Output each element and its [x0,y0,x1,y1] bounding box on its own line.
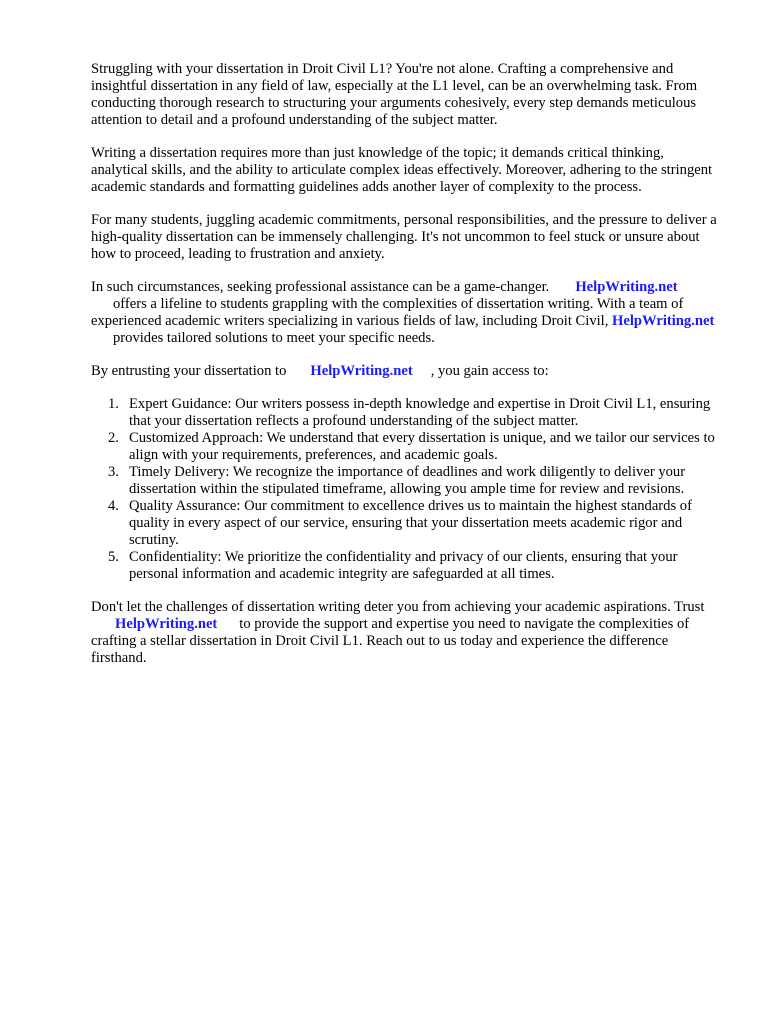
paragraph-challenges: For many students, juggling academic commitments, personal responsibilities, and the pressure to deliver a high-quality dissertation can be immensely challenging. It's not uncommon to feel stuck or unsure about how to proceed, leading to frustration and anxiety. [91,212,717,262]
paragraph-entrusting [91,363,721,380]
list-item-number: 2. [108,430,119,446]
list-item-text: Confidentiality: We prioritize the confidentiality and privacy of our clients, ensuring that your personal information and academic integrity are safeguarded at all times. [129,549,678,582]
closing-text-after: to provide the support and expertise you need to navigate the complexities of crafting a stellar dissertation in Droit Civil L1. Reach out to us today and experience the difference firsthand. [91,616,690,666]
list-item-number: 1. [108,396,119,412]
list-item [91,549,721,583]
list-item [91,396,721,430]
list-item-text: Expert Guidance: Our writers possess in-depth knowledge and expertise in Droit Civil L1, ensuring that your dissertation reflects a profound understanding of the subject matter. [129,396,711,429]
assistance-text-after: provides tailored solutions to meet your specific needs. [113,330,435,346]
list-item-text: Customized Approach: We understand that every dissertation is unique, and we tailor our services to align with your requirements, preferences, and academic goals. [129,430,715,463]
helpwriting-link-4[interactable]: HelpWriting.net [115,616,218,632]
closing-text-before: Don't let the challenges of dissertation writing deter you from achieving your academic aspirations. Trust [91,599,705,615]
assistance-text-middle: offers a lifeline to students grappling with the complexities of dissertation writing. With a team of experienced academic writers specializing in various fields of law, including Droit Civil, [91,296,684,329]
list-item [91,430,721,464]
list-item-number: 3. [108,464,119,480]
helpwriting-link-1[interactable]: HelpWriting.net [575,279,678,295]
document-body [91,61,721,683]
list-item-number: 5. [108,549,119,565]
paragraph-requirements: Writing a dissertation requires more than just knowledge of the topic; it demands critical thinking, analytical skills, and the ability to articulate complex ideas effectively. Moreover, adhering to the stringent academic standards and formatting guidelines adds another layer of complexity to the process. [91,145,713,195]
entrusting-text-after: , you gain access to: [430,363,549,379]
paragraph-closing [91,599,721,667]
list-item-number: 4. [108,498,119,514]
paragraph-assistance [91,279,721,347]
list-item-text: Quality Assurance: Our commitment to excellence drives us to maintain the highest standards of quality in every aspect of our service, ensuring that your dissertation meets academic rigor and scrutiny. [129,498,692,548]
entrusting-text-before: By entrusting your dissertation to [91,363,287,379]
list-item [91,464,721,498]
list-item [91,498,721,549]
list-item-text: Timely Delivery: We recognize the importance of deadlines and work diligently to deliver your dissertation within the stipulated timeframe, allowing you ample time for review and revisions. [129,464,686,497]
paragraph-intro: Struggling with your dissertation in Droit Civil L1? You're not alone. Crafting a comprehensive and insightful dissertation in any field of law, especially at the L1 level, can be an overwhelming task. From conducting thorough research to structuring your arguments cohesively, every step demands meticulous attention to detail and a profound understanding of the subject matter. [91,61,698,128]
helpwriting-link-3[interactable]: HelpWriting.net [310,363,413,379]
helpwriting-link-2[interactable]: HelpWriting.net [612,313,715,329]
assistance-text-before: In such circumstances, seeking professional assistance can be a game-changer. [91,279,550,295]
benefits-list [91,396,721,583]
